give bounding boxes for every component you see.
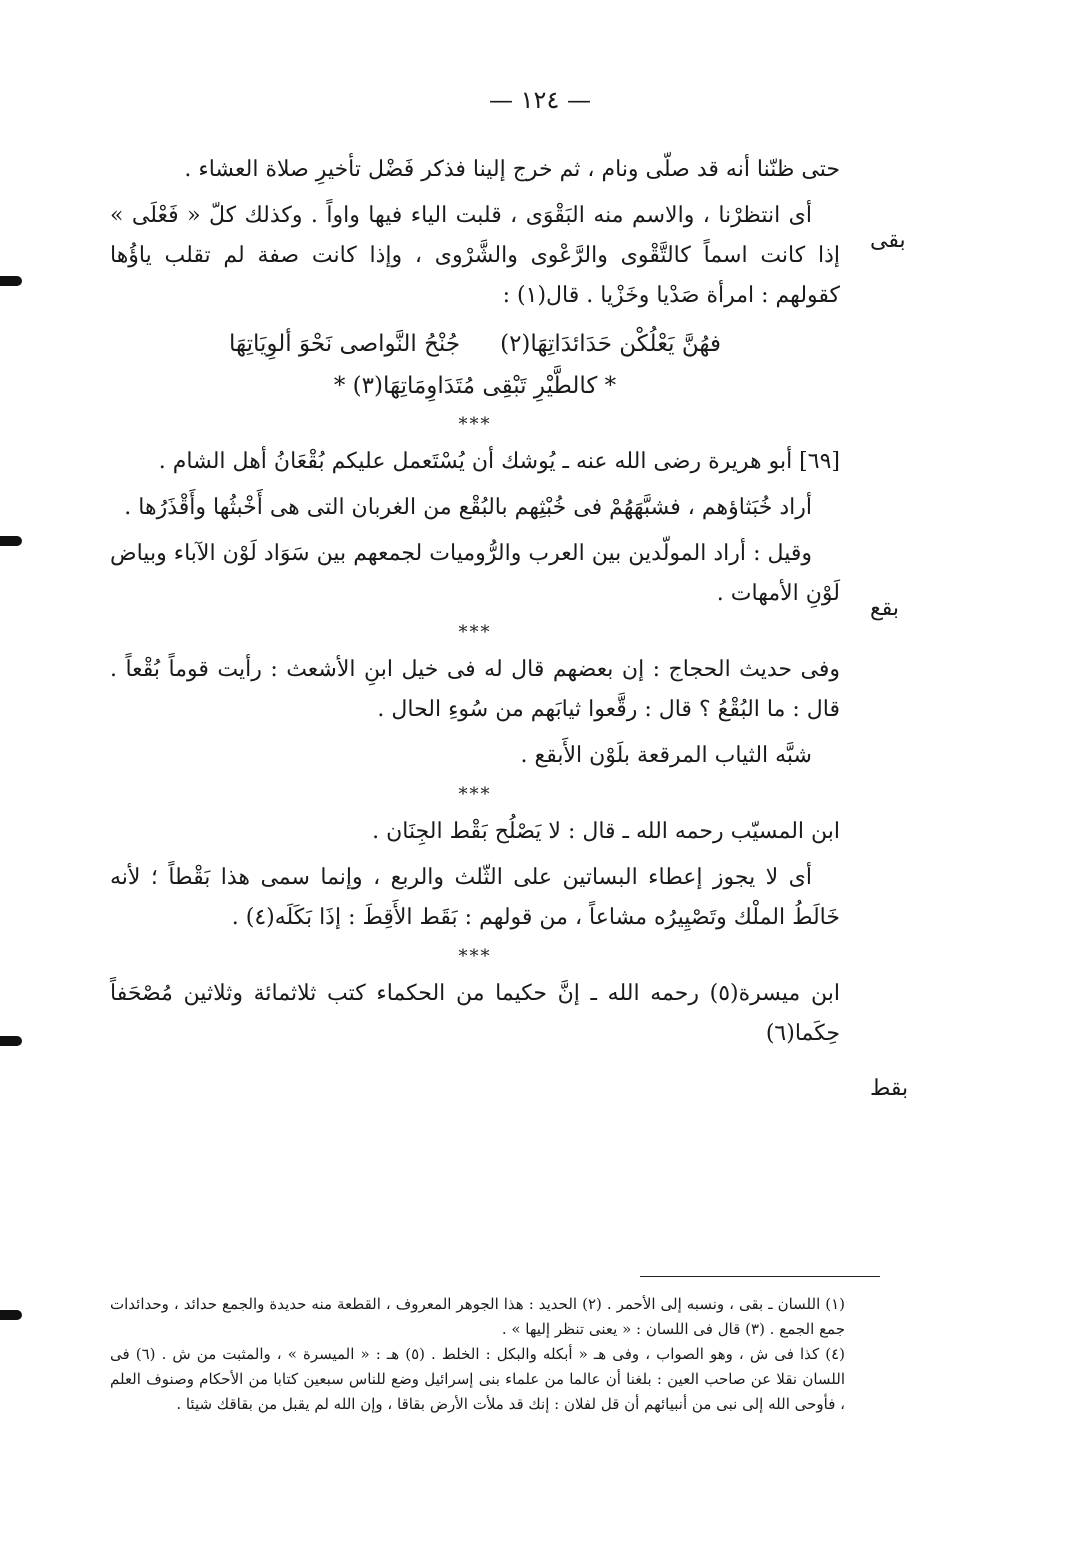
paragraph-7: شبَّه الثياب المرقعة بلَوْن الأَبقع . <box>520 743 812 768</box>
section-divider: *** <box>458 784 492 805</box>
paragraph-10: ابن ميسرة(٥) رحمه الله ـ إنَّ حكيما من الحكماء كتب ثلاثمائة وثلاثين مُصْحَفاً حِكَما(٦) <box>110 981 840 1046</box>
binding-mark <box>0 276 22 286</box>
binding-mark <box>0 536 22 546</box>
margin-keyword-baqi: بقى <box>870 228 906 253</box>
footnote-block-2: (٤) كذا فى ش ، وهو الصواب ، وفى هـ « أبكله والبكل : الخلط . (٥) هـ : « الميسرة » ، والمثبت من ش . (٦) فى اللسان نقلا عن صاحب العين : بلغنا أن عالما من علماء بنى إسرائيل وضع للناس سبعين كتابا من الأحكام وصنوف العلم ، فأوحى الله إلى نبى من أنبيائهم أن قل لفلان : إنك قد ملأت الأرض بقاقا ، وإن الله لم يقبل من بقاقك شيئا . <box>110 1345 845 1413</box>
footnotes <box>110 1292 845 1417</box>
verse-hemistich-b: جُنْحُ النَّواصى نَحْوَ ألوِيَاتِهَا <box>229 331 461 357</box>
main-text <box>110 150 840 1060</box>
binding-mark <box>0 1310 22 1320</box>
paragraph-4: أراد خُبَثاؤهم ، فشبَّهَهُمْ فى خُبْثِهم بالبُقْع من الغربان التى هى أَخْبثُها وأَقْذَرُها . <box>124 495 812 520</box>
section-divider: *** <box>458 622 492 643</box>
paragraph-8: ابن المسيّب رحمه الله ـ قال : لا يَصْلُح بَقْط الجِنَان . <box>372 819 840 844</box>
paragraph-6: وفى حديث الحجاج : إن بعضهم قال له فى خيل ابنِ الأشعث : رأيت قوماً بُقْعاً . قال : ما البُقْعُ ؟ قال : رقَّعوا ثيابَهم من سُوءِ الحال . <box>110 657 840 722</box>
binding-mark <box>0 1036 22 1046</box>
paragraph-1: حتى ظنّنا أنه قد صلّى ونام ، ثم خرج إلينا فذكر فَضْل تأخيرِ صلاة العشاء . <box>184 157 840 182</box>
footnote-block-1: (١) اللسان ـ بقى ، ونسبه إلى الأحمر . (٢) الحديد : هذا الجوهر المعروف ، القطعة منه حديدة والجمع حدائد ، وحدائدات جمع الجمع . (٣) قال فى اللسان : « يعنى تنظر إليها » . <box>110 1295 846 1338</box>
verse-line-1 <box>110 322 840 366</box>
section-divider: *** <box>458 946 492 967</box>
footnote-separator <box>640 1276 880 1277</box>
verse-hemistich-a: فهُنَّ يَعْلُكْن حَدَائدَاتِهَا(٢) <box>500 331 721 357</box>
margin-keyword-baqa: بقع <box>870 596 899 621</box>
verse-line-2: * كالطَّيْرِ تَبْقِى مُتَدَاوِمَاتِهَا(٣) * <box>333 373 617 399</box>
paragraph-3: [٦٩] أبو هريرة رضى الله عنه ـ يُوشك أن يُسْتَعمل عليكم بُقْعَانُ أهل الشام . <box>158 449 840 474</box>
paragraph-9: أى لا يجوز إعطاء البساتين على الثّلث والربع ، وإنما سمى هذا بَقْطاً ؛ لأنه خَالَطُ الملْك وتَصْيِيرُه مشاعاً ، من قولهم : بَقَط الأَقِطَ : إذَا بَكَلَه(٤) . <box>110 865 840 930</box>
section-divider: *** <box>458 414 492 435</box>
paragraph-2: أى انتظرْنا ، والاسم منه البَقْوَى ، قلبت الياء فيها واواً . وكذلك كلّ « فَعْلَى » إذا كانت اسماً كالتَّقْوى والرَّعْوى والشَّرْوى ، وإذا كانت صفة لم تقلب ياؤُها كقولهم : امرأة صَدْيا وخَزْيا . قال(١) : <box>110 203 840 308</box>
paragraph-5: وقيل : أراد المولّدين بين العرب والرُّوميات لجمعهم بين سَوَاد لَوْن الآباء وبياض لَوْنِ الأمهات . <box>110 541 840 606</box>
page-number: — ١٢٤ — <box>489 86 591 114</box>
margin-keyword-baqt: بقط <box>870 1076 909 1101</box>
